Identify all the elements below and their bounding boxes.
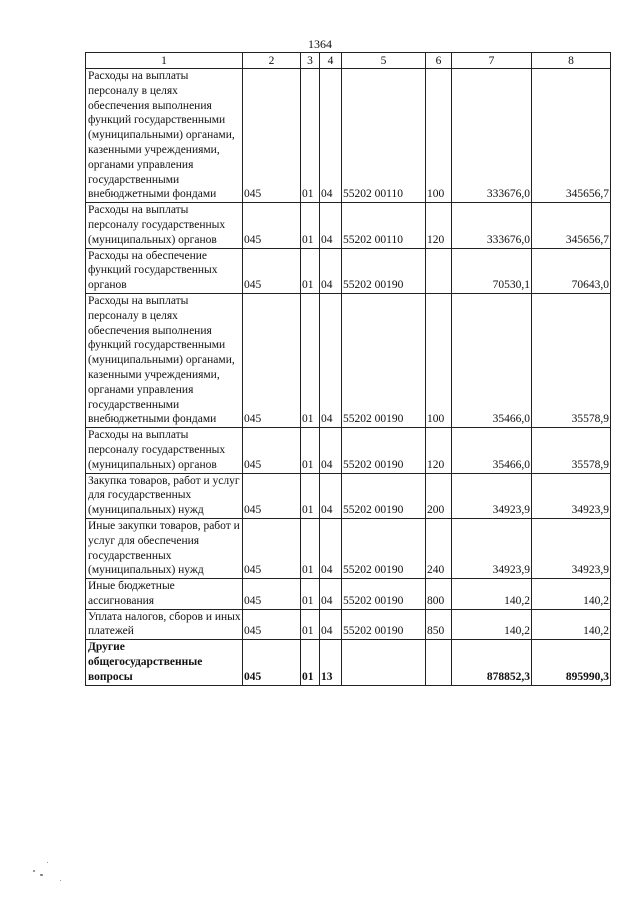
section-code: 01 [301, 640, 320, 685]
budget-table [85, 52, 611, 686]
target-item-code: 55202 00190 [342, 473, 426, 518]
target-item-code: 55202 00190 [342, 609, 426, 640]
section-code: 01 [301, 248, 320, 293]
section-code: 01 [301, 69, 320, 203]
amount-col8: 345656,7 [532, 69, 611, 203]
target-item-code: 55202 00190 [342, 518, 426, 578]
ministry-code: 045 [243, 640, 301, 685]
subsection-code: 04 [320, 428, 342, 473]
expense-type-code: 100 [426, 69, 452, 203]
table-row [86, 293, 611, 427]
subsection-code: 04 [320, 203, 342, 248]
column-header: 6 [426, 53, 452, 69]
target-item-code: 55202 00190 [342, 428, 426, 473]
table-row [86, 203, 611, 248]
section-code: 01 [301, 473, 320, 518]
amount-col7: 35466,0 [452, 293, 532, 427]
expense-type-code: 800 [426, 579, 452, 610]
table-row [86, 609, 611, 640]
ministry-code: 045 [243, 518, 301, 578]
target-item-code: 55202 00190 [342, 293, 426, 427]
section-code: 01 [301, 293, 320, 427]
target-item-code: 55202 00110 [342, 69, 426, 203]
table-row [86, 518, 611, 578]
ministry-code: 045 [243, 473, 301, 518]
subsection-code: 04 [320, 579, 342, 610]
expense-name: Расходы на выплаты персоналу в целях обеспечения выполнения функций государственными (муниципальными) органами, казенными учреждениями, органами управления государственными внебюджетными фондами [86, 293, 243, 427]
ministry-code: 045 [243, 69, 301, 203]
expense-type-code: 100 [426, 293, 452, 427]
section-code: 01 [301, 609, 320, 640]
target-item-code [342, 640, 426, 685]
section-code: 01 [301, 428, 320, 473]
amount-col7: 333676,0 [452, 69, 532, 203]
amount-col8: 70643,0 [532, 248, 611, 293]
expense-name: Уплата налогов, сборов и иных платежей [86, 609, 243, 640]
scan-speck [40, 874, 43, 876]
scan-speck [33, 870, 35, 872]
amount-col8: 895990,3 [532, 640, 611, 685]
table-row [86, 473, 611, 518]
amount-col7: 34923,9 [452, 473, 532, 518]
expense-type-code: 200 [426, 473, 452, 518]
expense-type-code [426, 248, 452, 293]
table-row-total [86, 640, 611, 685]
amount-col8: 140,2 [532, 609, 611, 640]
table-row [86, 248, 611, 293]
page-number: 1364 [308, 37, 332, 51]
expense-name: Другие общегосударственные вопросы [86, 640, 243, 685]
column-header: 7 [452, 53, 532, 69]
scan-speck [47, 862, 48, 863]
ministry-code: 045 [243, 293, 301, 427]
subsection-code: 04 [320, 69, 342, 203]
amount-col8: 35578,9 [532, 428, 611, 473]
section-code: 01 [301, 579, 320, 610]
amount-col7: 140,2 [452, 579, 532, 610]
expense-type-code: 850 [426, 609, 452, 640]
expense-name: Расходы на обеспечение функций государственных органов [86, 248, 243, 293]
amount-col8: 35578,9 [532, 293, 611, 427]
subsection-code: 13 [320, 640, 342, 685]
amount-col7: 140,2 [452, 609, 532, 640]
expense-name: Иные закупки товаров, работ и услуг для обеспечения государственных (муниципальных) нужд [86, 518, 243, 578]
target-item-code: 55202 00110 [342, 203, 426, 248]
column-header: 4 [320, 53, 342, 69]
scan-speck [60, 880, 61, 881]
subsection-code: 04 [320, 609, 342, 640]
column-header: 2 [243, 53, 301, 69]
expense-name: Расходы на выплаты персоналу государственных (муниципальных) органов [86, 428, 243, 473]
section-code: 01 [301, 203, 320, 248]
subsection-code: 04 [320, 473, 342, 518]
subsection-code: 04 [320, 248, 342, 293]
section-code: 01 [301, 518, 320, 578]
target-item-code: 55202 00190 [342, 579, 426, 610]
target-item-code: 55202 00190 [342, 248, 426, 293]
expense-name: Расходы на выплаты персоналу государственных (муниципальных) органов [86, 203, 243, 248]
ministry-code: 045 [243, 579, 301, 610]
table-row [86, 579, 611, 610]
expense-type-code: 120 [426, 203, 452, 248]
expense-type-code: 240 [426, 518, 452, 578]
ministry-code: 045 [243, 248, 301, 293]
amount-col8: 34923,9 [532, 518, 611, 578]
amount-col8: 345656,7 [532, 203, 611, 248]
table-row [86, 428, 611, 473]
column-header: 1 [86, 53, 243, 69]
expense-name: Иные бюджетные ассигнования [86, 579, 243, 610]
column-header: 3 [301, 53, 320, 69]
expense-type-code [426, 640, 452, 685]
amount-col7: 35466,0 [452, 428, 532, 473]
expense-type-code: 120 [426, 428, 452, 473]
amount-col7: 34923,9 [452, 518, 532, 578]
amount-col7: 878852,3 [452, 640, 532, 685]
amount-col8: 140,2 [532, 579, 611, 610]
subsection-code: 04 [320, 518, 342, 578]
ministry-code: 045 [243, 203, 301, 248]
table-row [86, 69, 611, 203]
amount-col8: 34923,9 [532, 473, 611, 518]
expense-name: Расходы на выплаты персоналу в целях обеспечения выполнения функций государственными (муниципальными) органами, казенными учреждениями, органами управления государственными внебюджетными фондами [86, 69, 243, 203]
amount-col7: 70530,1 [452, 248, 532, 293]
ministry-code: 045 [243, 428, 301, 473]
ministry-code: 045 [243, 609, 301, 640]
column-header: 5 [342, 53, 426, 69]
expense-name: Закупка товаров, работ и услуг для государственных (муниципальных) нужд [86, 473, 243, 518]
subsection-code: 04 [320, 293, 342, 427]
amount-col7: 333676,0 [452, 203, 532, 248]
column-header: 8 [532, 53, 611, 69]
header-row [86, 53, 611, 69]
